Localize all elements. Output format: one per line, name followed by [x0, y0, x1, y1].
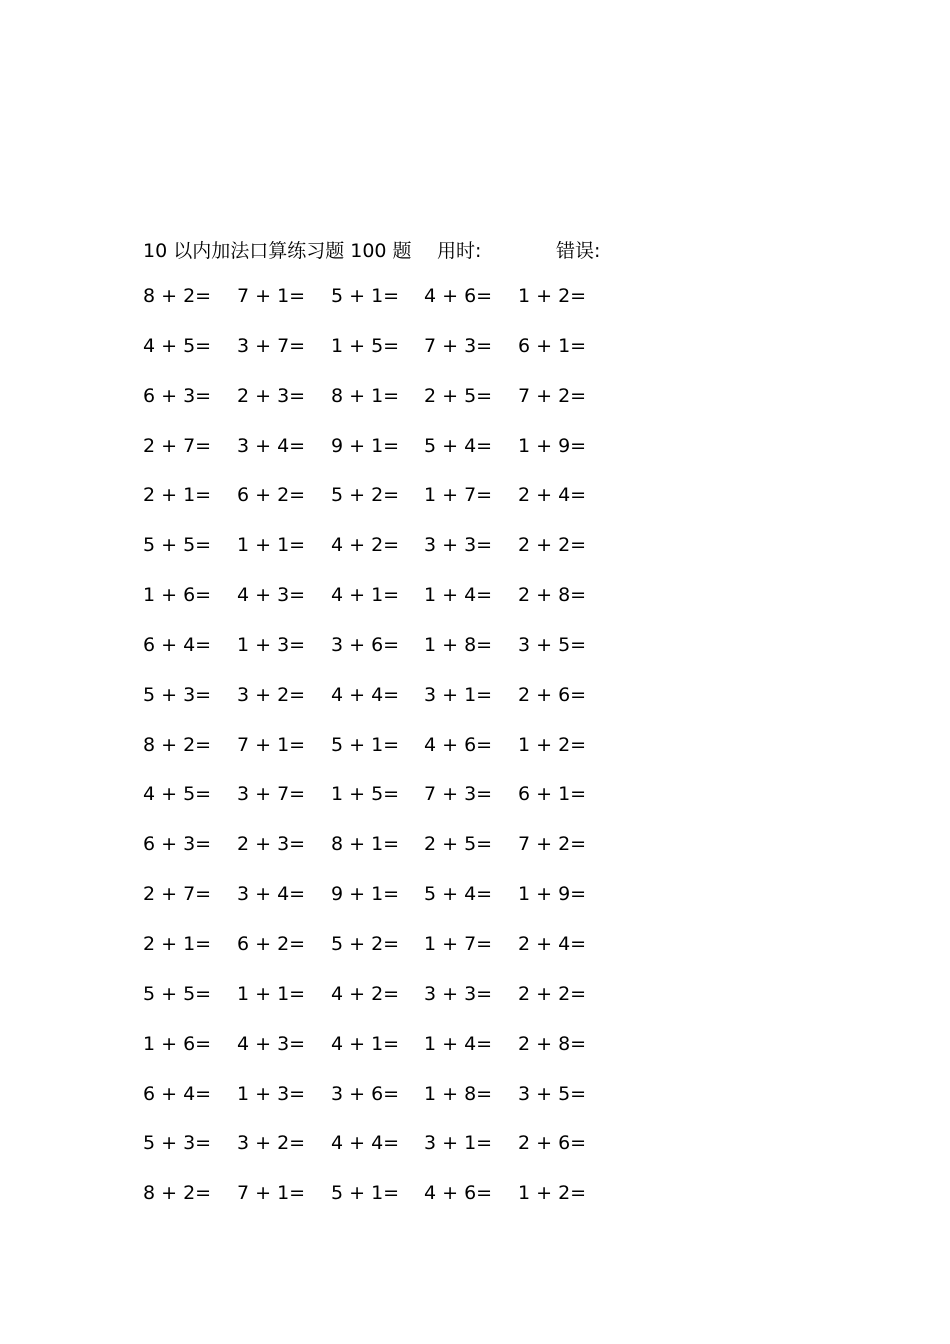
- problem-item: 2 + 8=: [518, 584, 587, 607]
- problem-item: 7 + 3=: [424, 783, 493, 806]
- error-label: 错误:: [556, 240, 601, 262]
- problem-item: 6 + 4=: [143, 633, 212, 656]
- problem-item: 2 + 5=: [424, 833, 493, 856]
- problem-item: 2 + 4=: [518, 932, 587, 955]
- problem-item: 1 + 3=: [237, 633, 306, 656]
- problem-row: [143, 1033, 663, 1083]
- problem-item: 3 + 6=: [331, 1082, 400, 1105]
- problem-item: 3 + 4=: [237, 883, 306, 906]
- problem-item: 2 + 2=: [518, 534, 587, 557]
- problem-item: 4 + 4=: [331, 1132, 400, 1155]
- problem-item: 4 + 6=: [424, 1182, 493, 1205]
- problem-item: 3 + 3=: [424, 982, 493, 1005]
- problem-item: 4 + 4=: [331, 683, 400, 706]
- problem-item: 2 + 6=: [518, 1132, 587, 1155]
- problem-item: 4 + 3=: [237, 584, 306, 607]
- problem-item: 2 + 2=: [518, 982, 587, 1005]
- problem-item: 8 + 2=: [143, 1182, 212, 1205]
- problem-item: 3 + 2=: [237, 683, 306, 706]
- problem-item: 4 + 1=: [331, 1032, 400, 1055]
- problem-item: 3 + 3=: [424, 534, 493, 557]
- problem-item: 4 + 5=: [143, 334, 212, 357]
- problem-item: 4 + 3=: [237, 1032, 306, 1055]
- problem-row: [143, 435, 663, 485]
- problem-item: 2 + 8=: [518, 1032, 587, 1055]
- problem-row: [143, 833, 663, 883]
- problem-item: 3 + 5=: [518, 633, 587, 656]
- problem-item: 3 + 7=: [237, 783, 306, 806]
- problem-item: 7 + 1=: [237, 1182, 306, 1205]
- problem-item: 3 + 1=: [424, 1132, 493, 1155]
- problem-item: 6 + 2=: [237, 932, 306, 955]
- problem-item: 1 + 3=: [237, 1082, 306, 1105]
- problem-item: 2 + 7=: [143, 434, 212, 457]
- problem-item: 1 + 6=: [143, 1032, 212, 1055]
- problem-item: 4 + 5=: [143, 783, 212, 806]
- problem-item: 3 + 2=: [237, 1132, 306, 1155]
- problem-item: 8 + 1=: [331, 384, 400, 407]
- problem-item: 6 + 2=: [237, 484, 306, 507]
- problem-item: 2 + 3=: [237, 384, 306, 407]
- problem-item: 3 + 4=: [237, 434, 306, 457]
- problem-item: 5 + 1=: [331, 733, 400, 756]
- problem-item: 5 + 4=: [424, 434, 493, 457]
- problem-item: 1 + 8=: [424, 633, 493, 656]
- problem-row: [143, 1132, 663, 1182]
- problem-item: 2 + 3=: [237, 833, 306, 856]
- problem-row: [143, 335, 663, 385]
- problem-row: [143, 684, 663, 734]
- problem-item: 1 + 5=: [331, 783, 400, 806]
- problem-item: 6 + 1=: [518, 783, 587, 806]
- problem-item: 6 + 4=: [143, 1082, 212, 1105]
- problem-item: 4 + 6=: [424, 733, 493, 756]
- problem-row: [143, 534, 663, 584]
- worksheet-title: 10 以内加法口算练习题 100 题: [143, 240, 412, 262]
- problem-item: 2 + 1=: [143, 484, 212, 507]
- problem-item: 4 + 2=: [331, 982, 400, 1005]
- problem-row: [143, 883, 663, 933]
- problem-item: 8 + 2=: [143, 733, 212, 756]
- problem-row: [143, 983, 663, 1033]
- problem-item: 5 + 2=: [331, 932, 400, 955]
- problem-item: 1 + 4=: [424, 1032, 493, 1055]
- problem-item: 1 + 8=: [424, 1082, 493, 1105]
- problem-item: 4 + 1=: [331, 584, 400, 607]
- problem-item: 1 + 2=: [518, 1182, 587, 1205]
- problem-item: 6 + 3=: [143, 833, 212, 856]
- problem-item: 1 + 7=: [424, 484, 493, 507]
- problem-item: 1 + 2=: [518, 285, 587, 307]
- problem-row: [143, 783, 663, 833]
- problem-row: [143, 1182, 663, 1232]
- problem-item: 1 + 4=: [424, 584, 493, 607]
- problem-row: [143, 285, 663, 335]
- problem-item: 1 + 1=: [237, 534, 306, 557]
- problem-item: 1 + 9=: [518, 434, 587, 457]
- problem-item: 2 + 7=: [143, 883, 212, 906]
- problem-item: 2 + 5=: [424, 384, 493, 407]
- problem-item: 7 + 3=: [424, 334, 493, 357]
- problem-row: [143, 484, 663, 534]
- problem-item: 5 + 3=: [143, 683, 212, 706]
- problem-item: 3 + 1=: [424, 683, 493, 706]
- problem-item: 5 + 2=: [331, 484, 400, 507]
- problem-item: 8 + 1=: [331, 833, 400, 856]
- problem-item: 2 + 6=: [518, 683, 587, 706]
- problem-item: 7 + 1=: [237, 285, 306, 307]
- problem-item: 5 + 5=: [143, 534, 212, 557]
- problem-row: [143, 734, 663, 784]
- problem-item: 1 + 2=: [518, 733, 587, 756]
- problem-item: 6 + 1=: [518, 334, 587, 357]
- problem-item: 1 + 7=: [424, 932, 493, 955]
- problem-item: 3 + 6=: [331, 633, 400, 656]
- problem-item: 5 + 4=: [424, 883, 493, 906]
- problem-item: 5 + 1=: [331, 1182, 400, 1205]
- problem-row: [143, 933, 663, 983]
- problem-row: [143, 584, 663, 634]
- problem-item: 4 + 6=: [424, 285, 493, 307]
- problem-item: 9 + 1=: [331, 883, 400, 906]
- problem-item: 1 + 5=: [331, 334, 400, 357]
- problem-row: [143, 1083, 663, 1133]
- problem-item: 1 + 6=: [143, 584, 212, 607]
- problem-item: 2 + 4=: [518, 484, 587, 507]
- problem-item: 7 + 1=: [237, 733, 306, 756]
- problem-item: 1 + 1=: [237, 982, 306, 1005]
- problem-item: 5 + 3=: [143, 1132, 212, 1155]
- problem-item: 7 + 2=: [518, 384, 587, 407]
- problem-item: 5 + 5=: [143, 982, 212, 1005]
- time-label: 用时:: [437, 240, 482, 262]
- problem-item: 5 + 1=: [331, 285, 400, 307]
- problem-item: 1 + 9=: [518, 883, 587, 906]
- worksheet-header: [0, 236, 950, 264]
- problem-item: 6 + 3=: [143, 384, 212, 407]
- problem-row: [143, 385, 663, 435]
- problem-item: 3 + 7=: [237, 334, 306, 357]
- problem-item: 4 + 2=: [331, 534, 400, 557]
- problem-grid: [143, 285, 663, 1232]
- problem-item: 7 + 2=: [518, 833, 587, 856]
- problem-item: 9 + 1=: [331, 434, 400, 457]
- problem-item: 3 + 5=: [518, 1082, 587, 1105]
- problem-item: 2 + 1=: [143, 932, 212, 955]
- problem-item: 8 + 2=: [143, 285, 212, 307]
- problem-row: [143, 634, 663, 684]
